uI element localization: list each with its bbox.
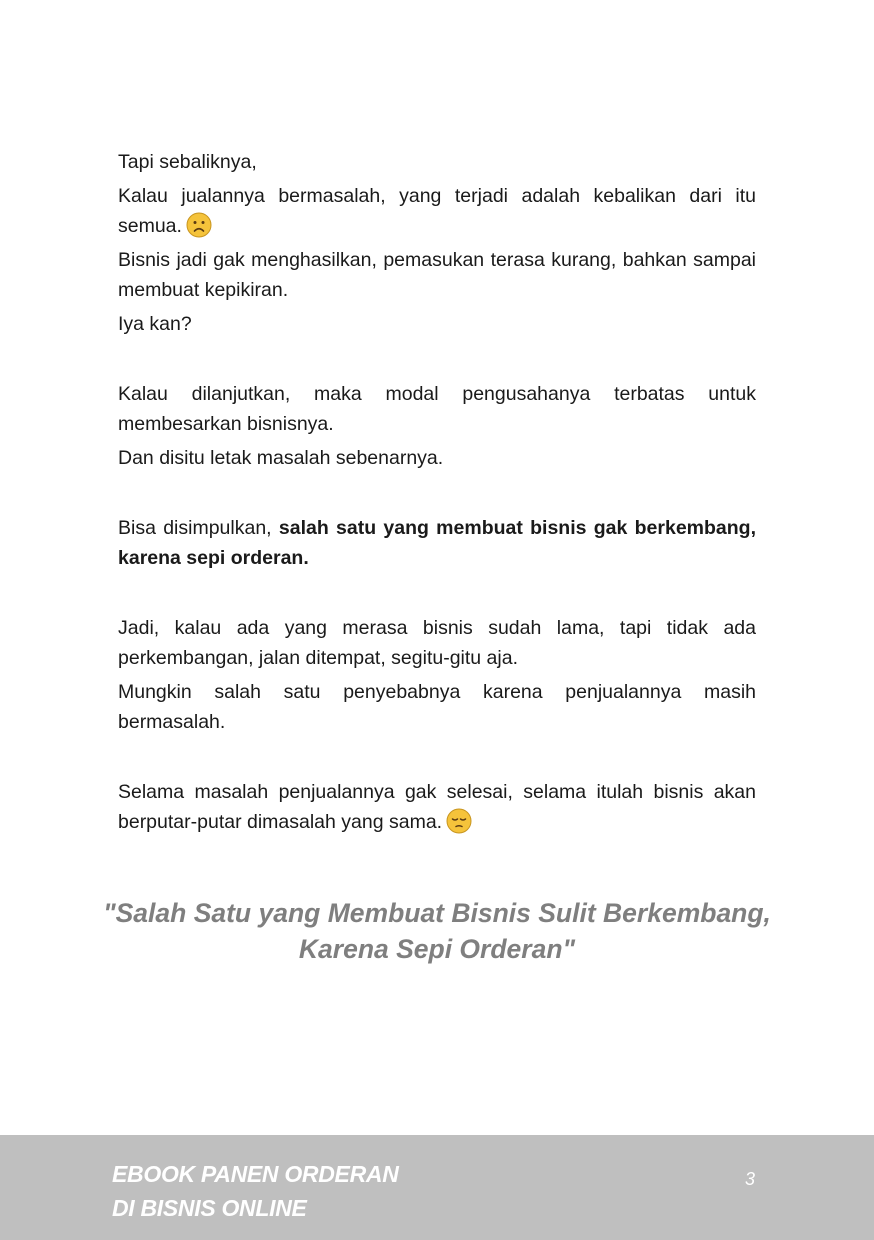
paragraph: Iya kan? xyxy=(118,313,192,335)
conclusion-lead: Bisa disimpulkan, xyxy=(118,517,279,539)
paragraph: Kalau dilanjutkan, maka modal pengusahanya terbatas untuk membesarkan bisnisnya. xyxy=(118,383,756,435)
spacer xyxy=(118,577,756,613)
paragraph-with-emoji xyxy=(118,777,756,837)
pull-quote-line1: "Salah Satu yang Membuat Bisnis Sulit Berkembang, xyxy=(103,898,771,928)
pensive-face-icon xyxy=(446,808,472,834)
spacer xyxy=(118,741,756,777)
page-number: 3 xyxy=(745,1169,756,1189)
paragraph: Mungkin salah satu penyebabnya karena penjualannya masih bermasalah. xyxy=(118,681,756,733)
paragraph-text: Kalau jualannya bermasalah, yang terjadi adalah kebalikan dari itu semua. xyxy=(118,185,756,237)
paragraph-text: Selama masalah penjualannya gak selesai, selama itulah bisnis akan berputar-putar dimasalah yang sama. xyxy=(118,781,756,833)
footer-title-line2: DI BISNIS ONLINE xyxy=(112,1195,307,1221)
conclusion-bold: salah satu yang membuat bisnis gak berkembang, karena sepi orderan. xyxy=(118,517,757,569)
paragraph: Jadi, kalau ada yang merasa bisnis sudah lama, tapi tidak ada perkembangan, jalan ditempat, segitu-gitu aja. xyxy=(118,617,756,669)
paragraph: Dan disitu letak masalah sebenarnya. xyxy=(118,447,444,469)
page-footer xyxy=(0,1135,874,1240)
spacer xyxy=(118,477,756,513)
body-text xyxy=(118,147,756,841)
pull-quote-line2: Karena Sepi Orderan" xyxy=(298,934,576,964)
worried-face-icon xyxy=(186,212,212,238)
footer-title xyxy=(112,1157,399,1225)
paragraph: Bisnis jadi gak menghasilkan, pemasukan terasa kurang, bahkan sampai membuat kepikiran. xyxy=(118,249,756,301)
spacer xyxy=(118,343,756,379)
paragraph: Tapi sebaliknya, xyxy=(118,151,257,173)
paragraph-with-emoji xyxy=(118,181,756,241)
pull-quote xyxy=(100,895,774,967)
footer-title-line1: EBOOK PANEN ORDERAN xyxy=(112,1161,399,1187)
conclusion-paragraph xyxy=(118,513,756,573)
